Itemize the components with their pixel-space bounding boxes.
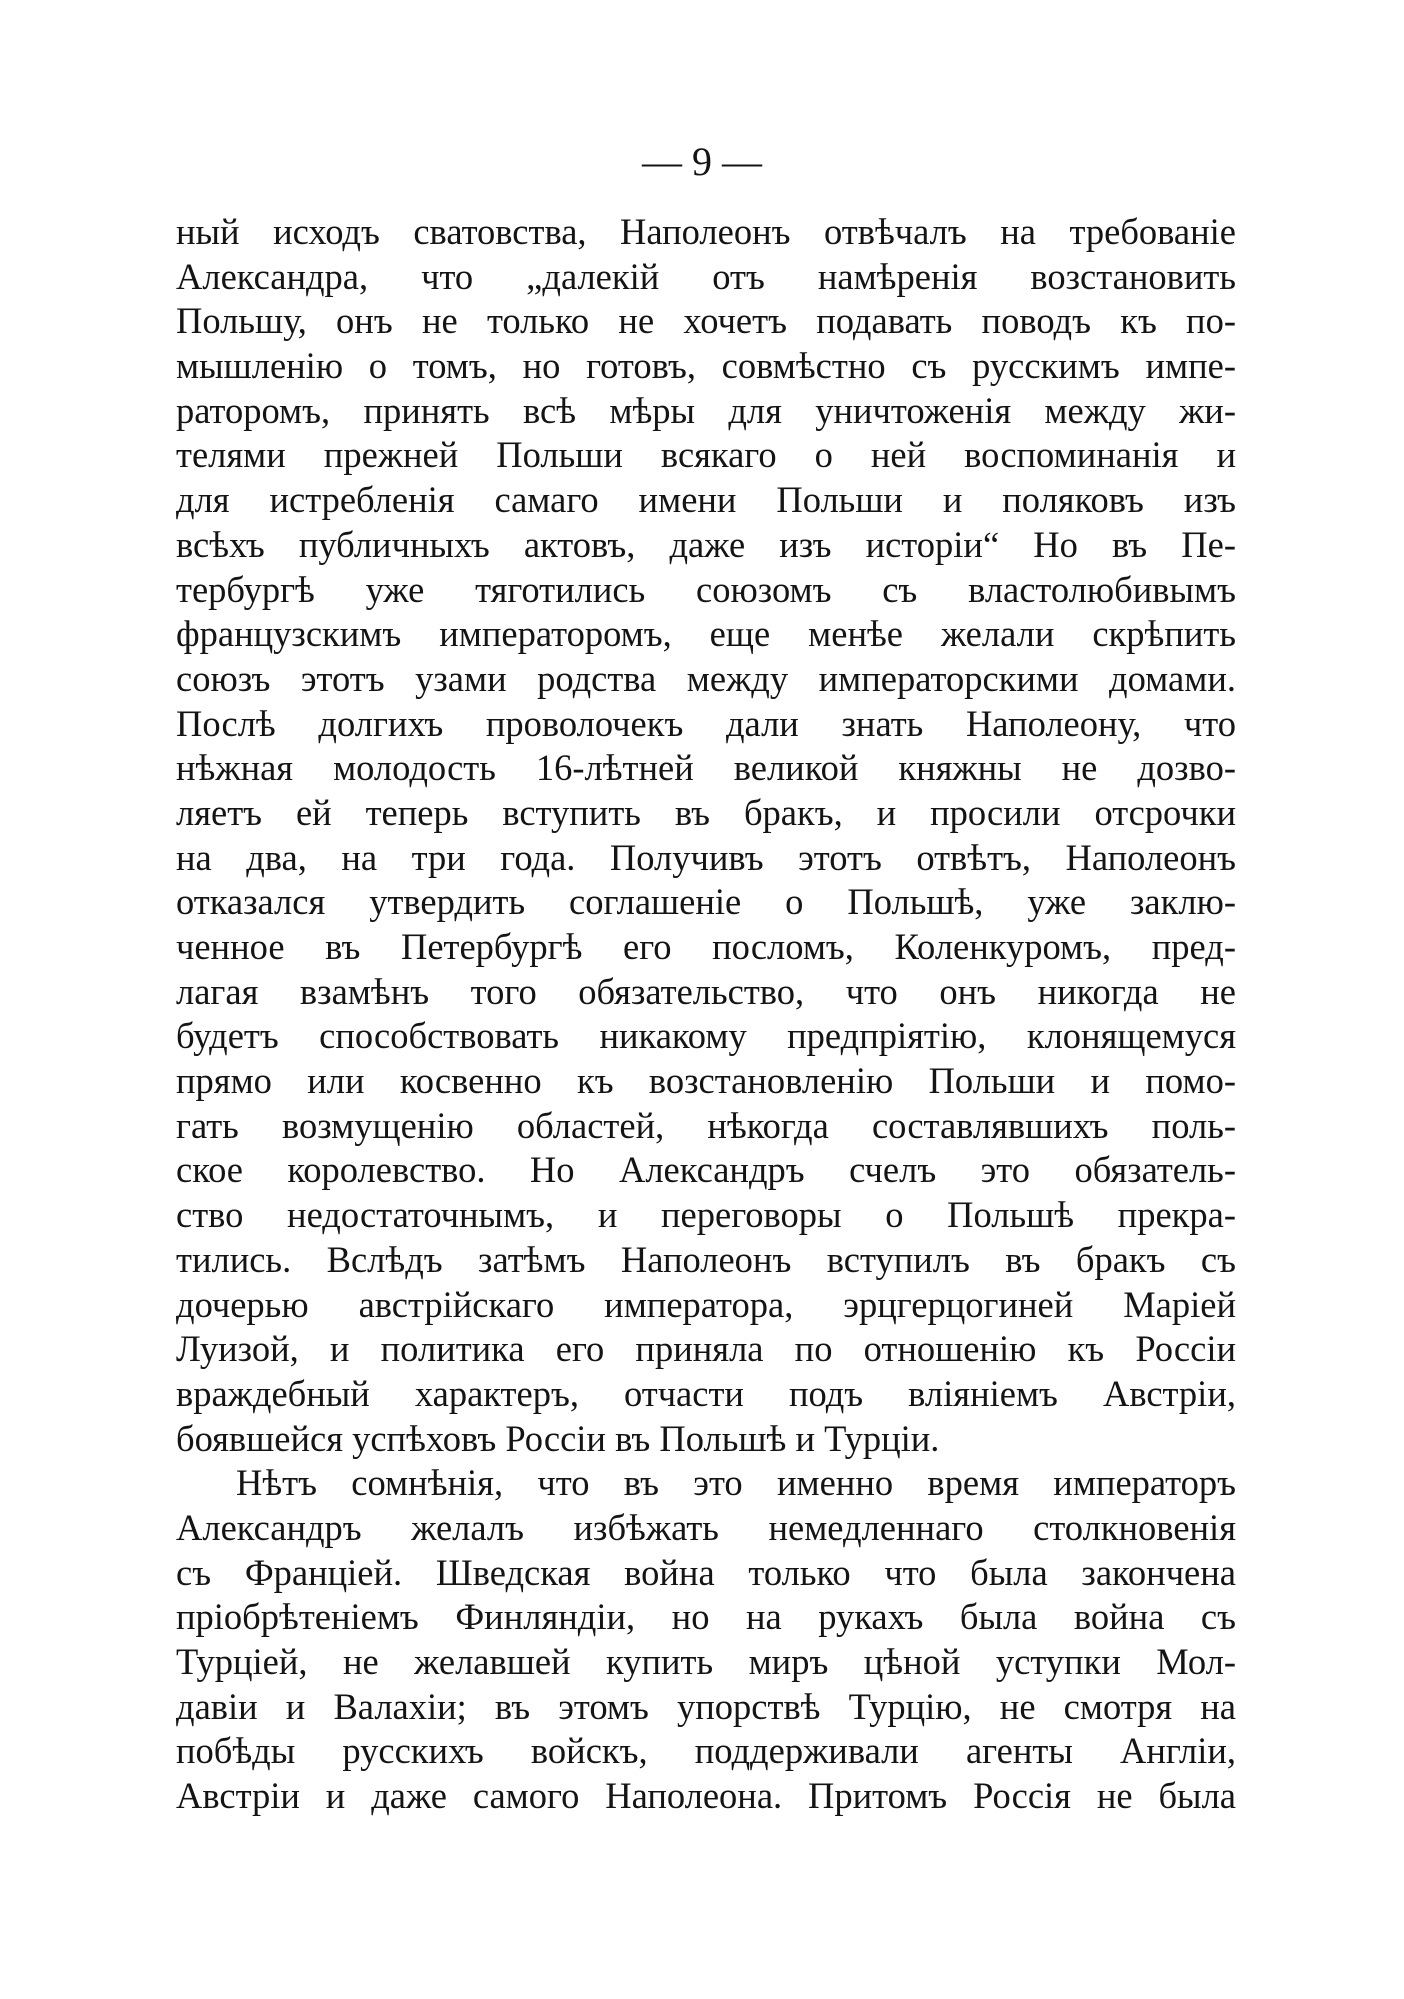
text-line: для истребленія самаго имени Польши и поляковъ изъ [176,479,1236,521]
text-line: Турціей, не желавшей купить миръ цѣной уступки Мол- [176,1641,1236,1682]
page-number: — 9 — [642,139,762,184]
text-line: враждебный характеръ, отчасти подъ вліяніемъ Австріи, [176,1372,1236,1414]
text-line: тербургѣ уже тяготились союзомъ съ властолюбивымъ [176,568,1236,610]
text-line: ный исходъ сватовства, Наполеонъ отвѣчалъ на требованіе [176,211,1236,252]
text-line: Нѣтъ сомнѣнія, что въ это именно время императоръ [236,1462,1236,1504]
text-line: ченное въ Петербургѣ его посломъ, Коленкуромъ, пред- [176,926,1236,967]
paragraph-1 [176,210,1236,1461]
text-line: на два, на три года. Получивъ этотъ отвѣтъ, Наполеонъ [176,836,1236,878]
text-line: Послѣ долгихъ проволочекъ дали знать Наполеону, что [176,702,1236,744]
text-line: съ Франціей. Шведская война только что была закончена [176,1551,1236,1593]
body-text [176,210,1236,1819]
text-line: прямо или косвенно къ возстановленію Польши и помо- [176,1060,1236,1102]
text-line: давіи и Валахіи; въ этомъ упорствѣ Турцію, не смотря на [176,1685,1236,1727]
text-line: Польшу, онъ не только не хочетъ подавать поводъ къ по- [176,300,1236,342]
text-line: французскимъ императоромъ, еще менѣе желали скрѣпить [176,613,1236,655]
text-line: Луизой, и политика его приняла по отношенію къ Россіи [176,1328,1236,1370]
text-line: всѣхъ публичныхъ актовъ, даже изъ исторіи“ Но въ Пе- [176,523,1236,565]
text-line: союзъ этотъ узами родства между императорскими домами. [176,657,1236,699]
text-line: отказался утвердить соглашеніе о Польшѣ, уже заклю- [176,881,1236,923]
text-line: побѣды русскихъ войскъ, поддерживали агенты Англіи, [176,1730,1236,1772]
text-line: ство недостаточнымъ, и переговоры о Польшѣ прекра- [176,1194,1236,1236]
text-line: нѣжная молодость 16-лѣтней великой княжны не дозво- [176,747,1236,789]
text-line: телями прежней Польши всякаго о ней воспоминанія и [176,434,1236,476]
text-line: лагая взамѣнъ того обязательство, что онъ никогда не [176,970,1236,1012]
text-line: Александръ желалъ избѣжать немедленнаго столкновенія [176,1506,1236,1548]
paragraph-2 [176,1461,1236,1819]
text-line: тились. Вслѣдъ затѣмъ Наполеонъ вступилъ въ бракъ съ [176,1238,1236,1280]
text-line: дочерью австрійскаго императора, эрцгерцогиней Маріей [176,1283,1236,1325]
text-line: боявшейся успѣховъ Россіи въ Польшѣ и Турціи. [176,1417,940,1459]
text-line: пріобрѣтеніемъ Финляндіи, но на рукахъ была война съ [176,1596,1236,1638]
text-line: раторомъ, принять всѣ мѣры для уничтоженія между жи- [176,389,1236,431]
text-line: ляетъ ей теперь вступить въ бракъ, и просили отсрочки [176,791,1236,833]
text-line: гать возмущенію областей, нѣкогда составлявшихъ поль- [176,1104,1236,1146]
text-line: Австріи и даже самого Наполеона. Притомъ Россія не была [176,1775,1236,1817]
text-line: ское королевство. Но Александръ счелъ это обязатель- [176,1149,1236,1191]
text-line: будетъ способствовать никакому предпріятію, клонящемуся [176,1015,1236,1057]
text-line: мышленію о томъ, но готовъ, совмѣстно съ русскимъ импе- [176,345,1236,387]
text-line: Александра, что „далекій отъ намѣренія возстановить [176,255,1236,297]
